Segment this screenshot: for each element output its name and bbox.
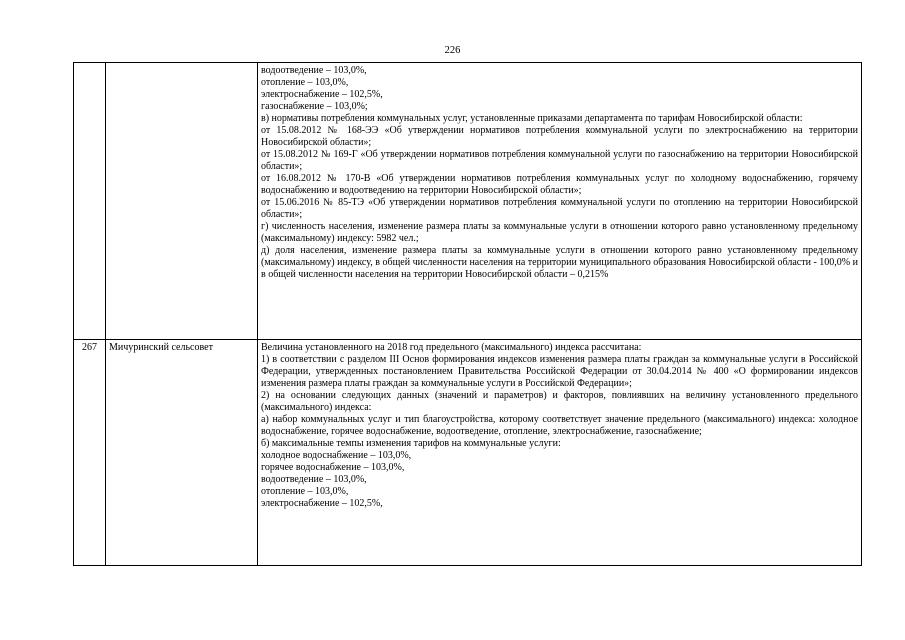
text-line: г) численность населения, изменение размера платы за коммунальные услуги в отношении которого равно установленному предельному (максимальному) индексу: 5982 чел.;	[261, 221, 858, 244]
text-line: водоотведение – 103,0%,	[261, 65, 367, 76]
text-line: холодное водоснабжение – 103,0%,	[261, 450, 412, 461]
description-cell	[258, 340, 862, 566]
table-row	[74, 340, 862, 566]
text-line: от 15.08.2012 № 169-Г «Об утверждении нормативов потребления коммунальной услуги по газоснабжению на территории Новосибирской области»;	[261, 149, 858, 172]
text-line: от 15.06.2016 № 85-ТЭ «Об утверждении нормативов потребления коммунальной услуги по отоплению на территории Новосибирской области»;	[261, 197, 858, 220]
text-line: д) доля населения, изменение размера платы за коммунальные услуги в отношении которого равно установленному предельному (максимальному) индексу, в общей численности населения на территории муниципального образования Новосибирской области - 100,0% и в общей численности населения на территории Новосибирской области – 0,215%	[261, 245, 858, 280]
text-line: отопление – 103,0%,	[261, 77, 349, 88]
text-line: в) нормативы потребления коммунальных услуг, установленные приказами департамента по тарифам Новосибирской области:	[261, 113, 803, 124]
document-table	[73, 62, 862, 566]
text-line: электроснабжение – 102,5%,	[261, 89, 383, 100]
text-line: горячее водоснабжение – 103,0%,	[261, 462, 405, 473]
row-number: 267	[74, 340, 106, 566]
text-line: газоснабжение – 103,0%;	[261, 101, 368, 112]
text-line: б) максимальные темпы изменения тарифов на коммунальные услуги:	[261, 438, 561, 449]
row-number	[74, 63, 106, 340]
text-line: 2) на основании следующих данных (значений и параметров) и факторов, повлиявших на величину установленного предельного (максимального) индекса:	[261, 390, 858, 413]
description-cell	[258, 63, 862, 340]
text-line: 1) в соответствии с разделом III Основ формирования индексов изменения размера платы граждан за коммунальные услуги в Российской Федерации, утвержденных постановлением Правительства Российской Федерации от 30.04.2014 № 400 «О формировании индексов изменения размера платы граждан за коммунальные услуги в Российской Федерации»;	[261, 354, 858, 389]
municipality-name	[106, 63, 258, 340]
text-line: электроснабжение – 102,5%,	[261, 498, 383, 509]
text-line: водоотведение – 103,0%,	[261, 474, 367, 485]
text-line: от 15.08.2012 № 168-ЭЭ «Об утверждении нормативов потребления коммунальной услуги по электроснабжению на территории Новосибирской области»;	[261, 125, 858, 148]
municipality-name: Мичуринский сельсовет	[106, 340, 258, 566]
page-number: 226	[444, 45, 461, 56]
text-line: а) набор коммунальных услуг и тип благоустройства, которому соответствует значение предельного (максимального) индекса: холодное водоснабжение, горячее водоснабжение, водоотведение, отопление, электроснабжение, газоснабжение;	[261, 414, 858, 437]
table-row	[74, 63, 862, 340]
text-line: отопление – 103,0%,	[261, 486, 349, 497]
text-line: Величина установленного на 2018 год предельного (максимального) индекса рассчитана:	[261, 342, 642, 353]
text-line: от 16.08.2012 № 170-В «Об утверждении нормативов потребления коммунальных услуг по холодному водоснабжению, горячему водоснабжению и водоотведению на территории Новосибирской области»;	[261, 173, 858, 196]
